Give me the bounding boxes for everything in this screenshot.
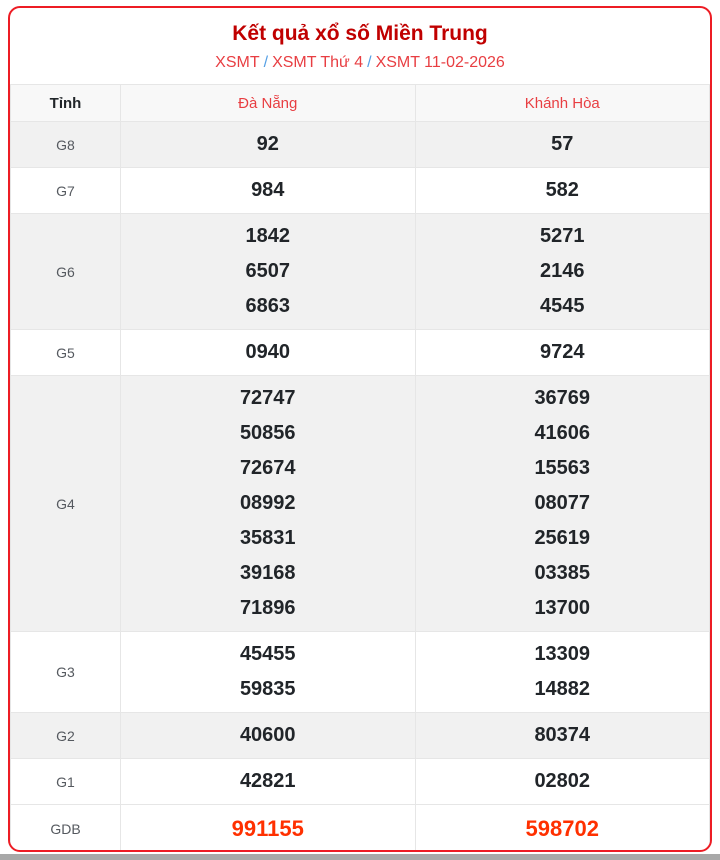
prize-cell — [415, 759, 710, 805]
prize-cell — [121, 713, 416, 759]
prize-number: 80374 — [534, 724, 591, 746]
breadcrumb-link-xsmt-date[interactable]: XSMT 11-02-2026 — [375, 54, 505, 71]
column-header-province: Tỉnh — [11, 85, 121, 122]
prize-number: 02802 — [534, 770, 591, 792]
prize-cell — [121, 759, 416, 805]
prize-cell — [415, 376, 710, 632]
prize-number: 582 — [545, 179, 579, 201]
prize-cell — [415, 632, 710, 713]
prize-row-g2 — [11, 713, 710, 759]
page-bottom-divider — [0, 854, 720, 860]
prize-cell — [121, 214, 416, 330]
prize-number: 45455 — [239, 643, 296, 665]
results-table — [10, 84, 710, 852]
prize-row-g4 — [11, 376, 710, 632]
prize-label: G2 — [11, 713, 121, 759]
prize-label: G1 — [11, 759, 121, 805]
prize-number: 2146 — [540, 260, 585, 282]
prize-number: 72674 — [239, 457, 296, 479]
special-prize-cell — [415, 805, 710, 853]
prize-number: 59835 — [239, 678, 296, 700]
prize-number: 72747 — [239, 387, 296, 409]
prize-cell — [121, 122, 416, 168]
prize-number: 13700 — [534, 597, 591, 619]
prize-number: 6863 — [245, 295, 290, 317]
card-header — [10, 8, 710, 84]
prize-number: 41606 — [534, 422, 591, 444]
prize-row-g3 — [11, 632, 710, 713]
column-header-khanh-hoa[interactable]: Khánh Hòa — [415, 85, 710, 122]
prize-cell — [121, 632, 416, 713]
prize-row-g1 — [11, 759, 710, 805]
lottery-results-card — [8, 6, 712, 852]
special-prize-number: 991155 — [231, 816, 304, 841]
prize-number: 6507 — [245, 260, 290, 282]
prize-number: 40600 — [239, 724, 296, 746]
breadcrumb-separator: / — [367, 54, 372, 71]
table-header-row — [11, 85, 710, 122]
prize-row-g7 — [11, 168, 710, 214]
prize-number: 03385 — [534, 562, 591, 584]
prize-number: 36769 — [534, 387, 591, 409]
prize-label: G8 — [11, 122, 121, 168]
prize-cell — [415, 330, 710, 376]
prize-number: 57 — [551, 133, 574, 155]
prize-cell — [121, 330, 416, 376]
prize-cell — [121, 168, 416, 214]
prize-number: 08992 — [239, 492, 296, 514]
prize-label: G3 — [11, 632, 121, 713]
prize-number: 15563 — [534, 457, 591, 479]
prize-number: 71896 — [239, 597, 296, 619]
prize-number: 984 — [251, 179, 285, 201]
prize-cell — [415, 713, 710, 759]
prize-label: GDB — [11, 805, 121, 853]
prize-number: 35831 — [239, 527, 296, 549]
prize-cell — [121, 376, 416, 632]
prize-number: 4545 — [540, 295, 585, 317]
prize-number: 08077 — [534, 492, 591, 514]
prize-row-g8 — [11, 122, 710, 168]
prize-label: G6 — [11, 214, 121, 330]
prize-number: 39168 — [239, 562, 296, 584]
breadcrumb-separator: / — [263, 54, 269, 71]
prize-number: 92 — [256, 133, 279, 155]
prize-number: 13309 — [534, 643, 591, 665]
column-header-da-nang[interactable]: Đà Nẵng — [121, 85, 416, 122]
page-title: Kết quả xổ số Miền Trung — [232, 22, 488, 45]
prize-number: 50856 — [239, 422, 296, 444]
prize-cell — [415, 214, 710, 330]
breadcrumb — [10, 52, 710, 74]
special-prize-cell — [121, 805, 416, 853]
prize-cell — [415, 122, 710, 168]
prize-number: 5271 — [540, 225, 585, 247]
special-prize-number: 598702 — [525, 816, 599, 841]
prize-number: 25619 — [534, 527, 591, 549]
breadcrumb-link-xsmt-weekday[interactable]: XSMT Thứ 4 — [272, 54, 364, 71]
breadcrumb-link-xsmt[interactable]: XSMT — [215, 54, 260, 71]
prize-number: 0940 — [245, 341, 290, 363]
prize-label: G7 — [11, 168, 121, 214]
prize-number: 9724 — [540, 341, 585, 363]
prize-number: 1842 — [245, 225, 290, 247]
prize-label: G4 — [11, 376, 121, 632]
prize-row-g6 — [11, 214, 710, 330]
prize-row-g5 — [11, 330, 710, 376]
prize-label: G5 — [11, 330, 121, 376]
prize-number: 42821 — [239, 770, 296, 792]
prize-cell — [415, 168, 710, 214]
prize-number: 14882 — [534, 678, 591, 700]
prize-row-gdb — [11, 805, 710, 853]
